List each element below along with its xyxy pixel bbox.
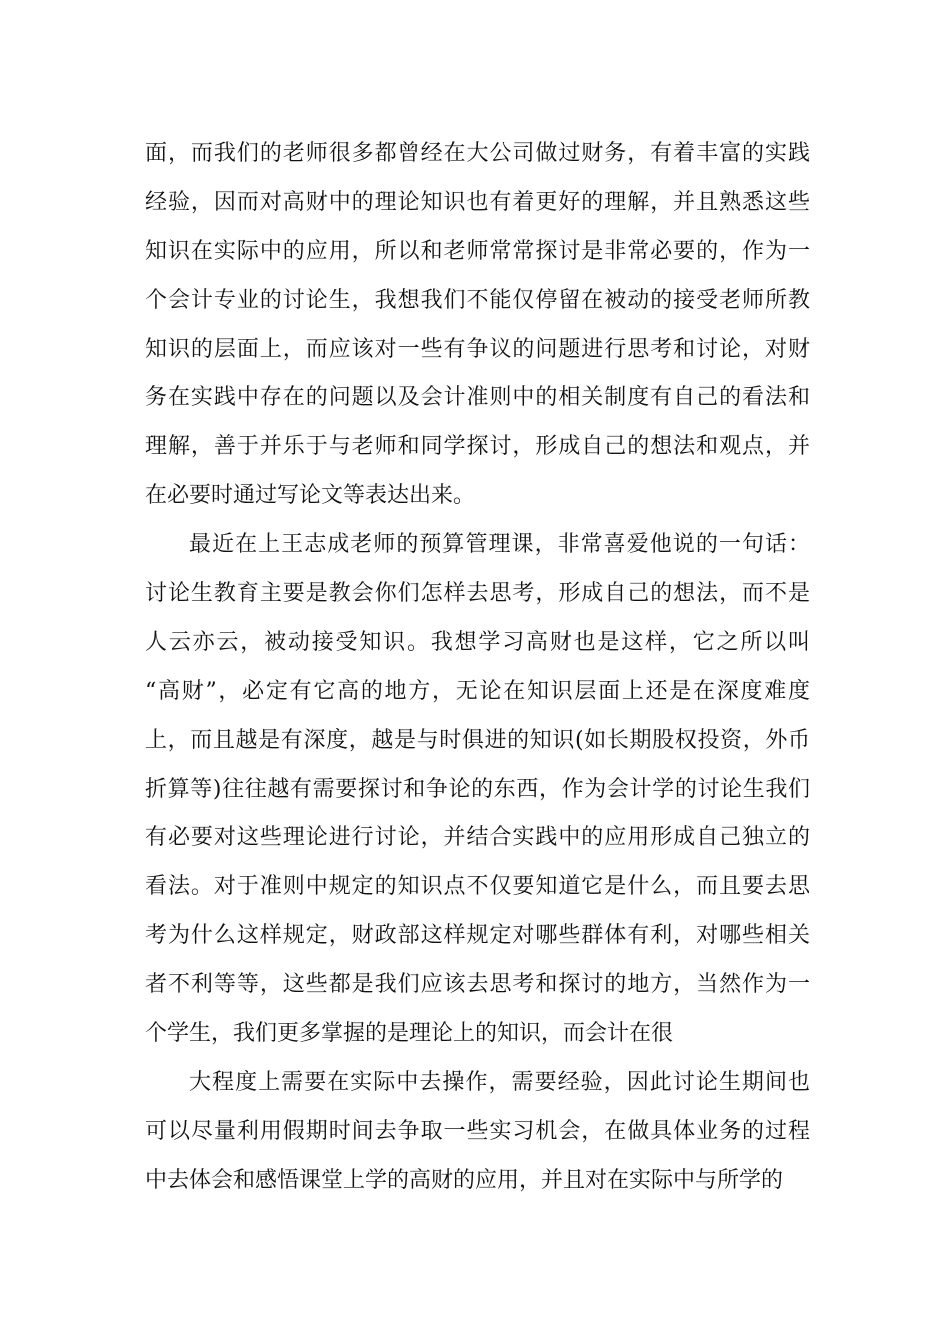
- text-line: 知识在实际中的应用，所以和老师常常探讨是非常必要的，作为一: [145, 238, 810, 264]
- text-line: 大程度上需要在实际中去操作，需要经验，因此讨论生期间也: [189, 1069, 810, 1095]
- text-line: 可以尽量利用假期时间去争取一些实习机会，在做具体业务的过程: [145, 1118, 810, 1144]
- text-line: 在必要时通过写论文等表达出来。: [145, 483, 476, 509]
- text-line: 知识的层面上，而应该对一些有争议的问题进行思考和讨论，对财: [145, 336, 810, 362]
- text-line: 中去体会和感悟课堂上学的高财的应用，并且对在实际中与所学的: [145, 1167, 784, 1193]
- text-line: 讨论生教育主要是教会你们怎样去思考，形成自己的想法，而不是: [145, 581, 810, 607]
- text-line: 经验，因而对高财中的理论知识也有着更好的理解，并且熟悉这些: [145, 189, 810, 215]
- paragraph: [145, 521, 810, 1059]
- text-line: 个会计专业的讨论生，我想我们不能仅停留在被动的接受老师所教: [145, 287, 810, 313]
- text-line: “高财”，必定有它高的地方，无论在知识层面上还是在深度难度: [145, 678, 810, 704]
- text-line: 最近在上王志成老师的预算管理课，非常喜爱他说的一句话：: [189, 532, 810, 558]
- text-line: 上，而且越是有深度，越是与时俱进的知识(如长期股权投资，外币: [145, 727, 810, 753]
- text-line: 务在实践中存在的问题以及会计准则中的相关制度有自己的看法和: [145, 385, 810, 411]
- paragraph: [145, 130, 810, 521]
- text-line: 理解，善于并乐于与老师和同学探讨，形成自己的想法和观点，并: [145, 434, 810, 460]
- text-line: 看法。对于准则中规定的知识点不仅要知道它是什么，而且要去思: [145, 874, 810, 900]
- text-line: 折算等)往往越有需要探讨和争论的东西，作为会计学的讨论生我们: [145, 776, 810, 802]
- body-text: [145, 130, 810, 1206]
- text-line: 有必要对这些理论进行讨论，并结合实践中的应用形成自己独立的: [145, 825, 810, 851]
- paragraph: [145, 1059, 810, 1206]
- text-line: 个学生，我们更多掌握的是理论上的知识，而会计在很: [145, 1021, 674, 1047]
- text-line: 人云亦云，被动接受知识。我想学习高财也是这样，它之所以叫: [145, 629, 810, 655]
- text-line: 面，而我们的老师很多都曾经在大公司做过财务，有着丰富的实践: [145, 141, 810, 166]
- text-line: 考为什么这样规定，财政部这样规定对哪些群体有利，对哪些相关: [145, 923, 810, 949]
- text-line: 者不利等等，这些都是我们应该去思考和探讨的地方，当然作为一: [145, 972, 810, 998]
